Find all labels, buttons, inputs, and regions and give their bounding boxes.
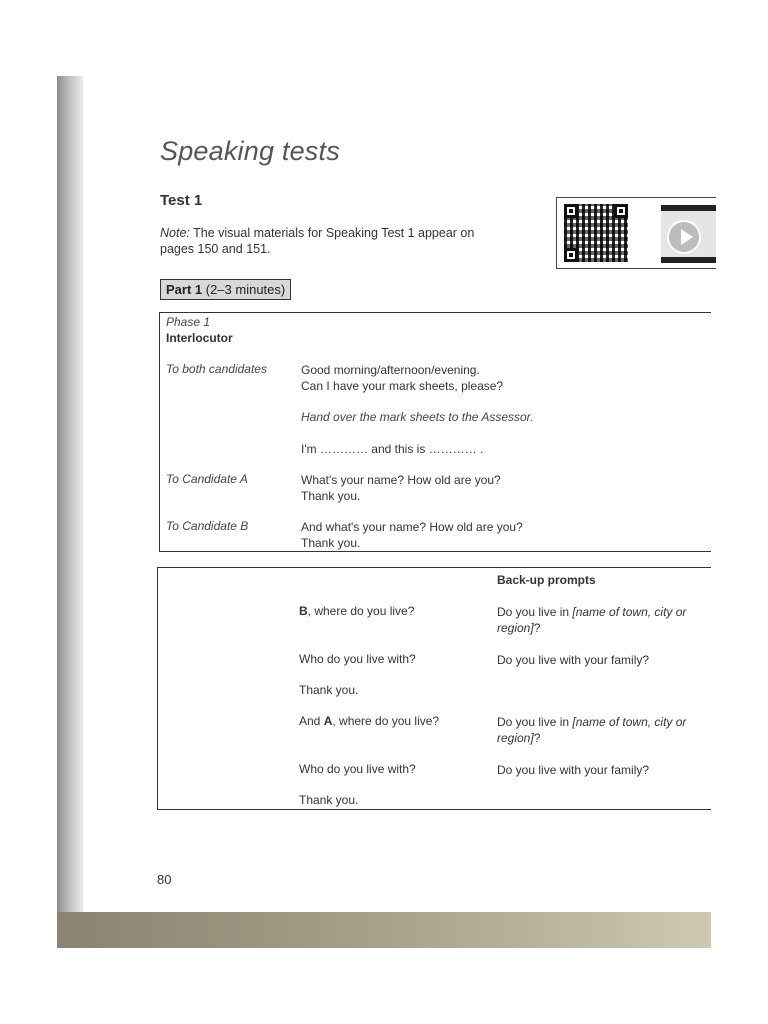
page-bottom-edge — [57, 912, 711, 948]
instruction: Hand over the mark sheets to the Assessor. — [301, 410, 534, 424]
part-label-bold: Part 1 — [166, 282, 203, 297]
script-line: Thank you. — [301, 536, 361, 550]
page-number: 80 — [157, 872, 172, 887]
question-text: , where do you live? — [332, 714, 440, 728]
backup-prompt: Do you live with your family? — [497, 653, 650, 667]
prompt-placeholder: [name of town, city or — [572, 605, 687, 619]
question: Who do you live with? — [299, 652, 416, 666]
prompt-placeholder: [name of town, city or — [572, 715, 687, 729]
question: Who do you live with? — [299, 762, 416, 776]
prompt-text: ? — [533, 621, 541, 635]
video-thumbnail[interactable] — [661, 205, 716, 263]
prompt-text: Do you live in — [497, 715, 573, 729]
script-line: And what's your name? How old are you? — [301, 520, 523, 534]
play-icon[interactable] — [667, 220, 701, 254]
part-label — [160, 279, 291, 300]
note-label: Note: — [160, 226, 190, 240]
note — [160, 225, 510, 257]
script-line: Good morning/afternoon/evening. — [301, 363, 480, 377]
phase-1-box — [159, 312, 711, 552]
page-binding-shadow — [57, 76, 83, 948]
script-line: What's your name? How old are you? — [301, 473, 501, 487]
target-both: To both candidates — [166, 362, 267, 376]
prompt-text: Do you live in — [497, 605, 573, 619]
phase-label: Phase 1 — [166, 315, 211, 329]
prompt-placeholder: region] — [497, 621, 534, 635]
test-heading: Test 1 — [160, 192, 203, 209]
script-line: I'm ………… and this is ………… . — [301, 442, 484, 456]
backup-prompt-cont — [497, 620, 540, 636]
script-line: Can I have your mark sheets, please? — [301, 379, 504, 393]
backup-prompt-cont — [497, 730, 540, 746]
backup-prompt — [497, 714, 686, 730]
target-a: To Candidate A — [166, 472, 248, 486]
question-text: , where do you live? — [307, 604, 415, 618]
thank-you: Thank you. — [299, 793, 359, 807]
backup-prompt — [497, 604, 686, 620]
script-line: Thank you. — [301, 489, 361, 503]
question — [299, 603, 414, 619]
target-b: To Candidate B — [166, 519, 249, 533]
question-text: And — [299, 714, 324, 728]
part-label-duration: (2–3 minutes) — [202, 282, 286, 297]
page-title: Speaking tests — [160, 136, 340, 166]
prompt-text: ? — [533, 731, 541, 745]
candidate-letter: A — [323, 714, 333, 728]
note-text: The visual materials for Speaking Test 1 appear on pages 150 and 151. — [160, 226, 475, 256]
qr-finder — [614, 204, 628, 218]
thank-you: Thank you. — [299, 683, 359, 697]
question — [299, 713, 439, 729]
media-box — [556, 197, 716, 269]
qr-finder — [564, 248, 578, 262]
qr-finder — [564, 204, 578, 218]
backup-prompt: Do you live with your family? — [497, 763, 650, 777]
role-label: Interlocutor — [166, 331, 233, 345]
backup-prompts-header: Back-up prompts — [497, 573, 596, 587]
questions-box — [157, 567, 711, 810]
prompt-placeholder: region] — [497, 731, 534, 745]
qr-code-icon — [564, 204, 628, 262]
candidate-letter: B — [299, 604, 308, 618]
